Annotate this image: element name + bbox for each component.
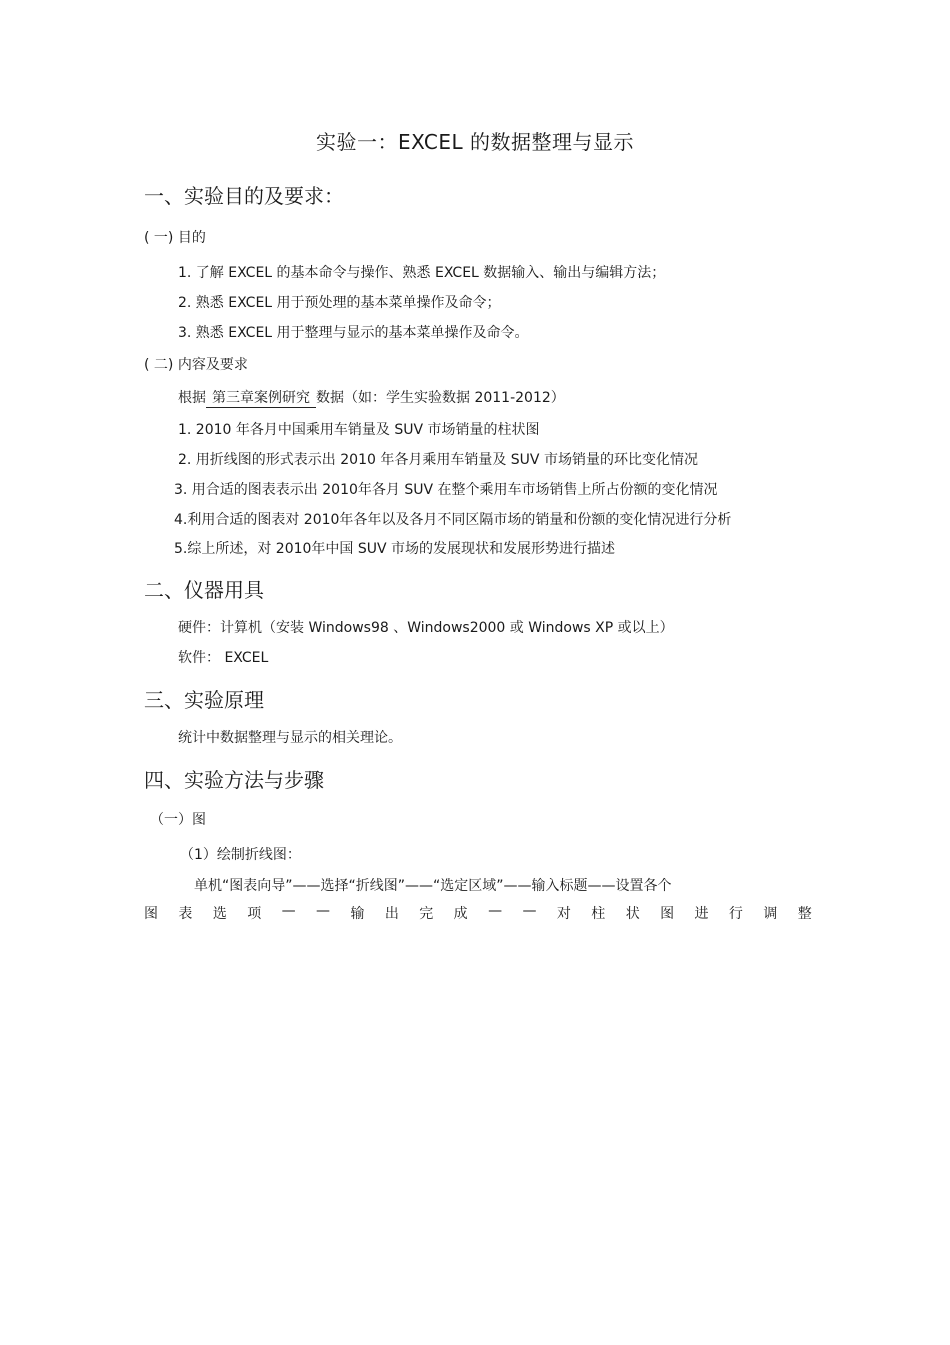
basis-underlined-field: 第三章案例研究 — [206, 387, 316, 408]
step-1-heading: （1）绘制折线图： — [180, 847, 301, 863]
requirement-item-3: 3. 用合适的图表表示出 2010年各月 SUV 在整个乘用车市场销售上所占份额的变化情况 — [174, 482, 718, 498]
spread-char: 成 — [453, 906, 468, 922]
step-1-text: 单机“图表向导”——选择“折线图”——“选定区域”——输入标题——设置各个 — [194, 878, 672, 894]
spread-char: 完 — [419, 906, 434, 922]
section-1-heading: 一、实验目的及要求： — [144, 184, 344, 208]
spread-char: 选 — [212, 906, 227, 922]
spread-char: — — [316, 903, 331, 919]
spread-char: 出 — [384, 906, 399, 922]
section-2-heading: 二、仪器用具 — [144, 578, 264, 602]
spread-char: 图 — [144, 906, 158, 922]
step-1-continuation — [144, 903, 812, 923]
hardware-line: 硬件：计算机（安装 Windows98 、Windows2000 或 Windows XP 或以上） — [178, 620, 674, 636]
objective-item-3: 3. 熟悉 EXCEL 用于整理与显示的基本菜单操作及命令。 — [178, 325, 529, 341]
spread-char: 输 — [350, 906, 365, 922]
spread-char: 状 — [625, 906, 640, 922]
section-4-sub-1-heading: （一）图 — [150, 812, 206, 828]
section-1-sub-1-heading: ( 一) 目的 — [144, 230, 206, 246]
requirement-item-5: 5.综上所述，对 2010年中国 SUV 市场的发展现状和发展形势进行描述 — [174, 541, 616, 557]
spread-char: — — [488, 903, 503, 919]
basis-suffix: 数据（如：学生实验数据 2011-2012） — [316, 390, 565, 406]
spread-char: 对 — [556, 906, 571, 922]
spread-char: 项 — [247, 906, 262, 922]
requirement-item-4: 4.利用合适的图表对 2010年各年以及各月不同区隔市场的销量和份额的变化情况进行分析 — [174, 512, 732, 528]
requirement-item-2: 2. 用折线图的形式表示出 2010 年各月乘用车销量及 SUV 市场销量的环比变化情况 — [178, 452, 698, 468]
basis-line — [178, 387, 565, 408]
spread-char: 整 — [797, 906, 812, 922]
spread-char: 表 — [178, 906, 193, 922]
spread-char: 图 — [660, 906, 675, 922]
requirement-item-1: 1. 2010 年各月中国乘用车销量及 SUV 市场销量的柱状图 — [178, 422, 540, 438]
spread-char: 调 — [763, 906, 778, 922]
principle-text: 统计中数据整理与显示的相关理论。 — [178, 730, 402, 746]
objective-item-2: 2. 熟悉 EXCEL 用于预处理的基本菜单操作及命令； — [178, 295, 501, 311]
objective-item-1: 1. 了解 EXCEL 的基本命令与操作、熟悉 EXCEL 数据输入、输出与编辑方法； — [178, 265, 666, 281]
spread-char: 进 — [694, 906, 709, 922]
document-title: 实验一：EXCEL 的数据整理与显示 — [316, 130, 634, 154]
software-line: 软件： EXCEL — [178, 650, 269, 666]
basis-prefix: 根据 — [178, 390, 206, 406]
section-4-heading: 四、实验方法与步骤 — [144, 768, 324, 792]
spread-char: — — [522, 903, 537, 919]
spread-char: 行 — [728, 906, 743, 922]
spread-char: 柱 — [591, 906, 606, 922]
section-1-sub-2-heading: ( 二) 内容及要求 — [144, 357, 248, 373]
spread-char: — — [281, 903, 296, 919]
section-3-heading: 三、实验原理 — [144, 688, 264, 712]
